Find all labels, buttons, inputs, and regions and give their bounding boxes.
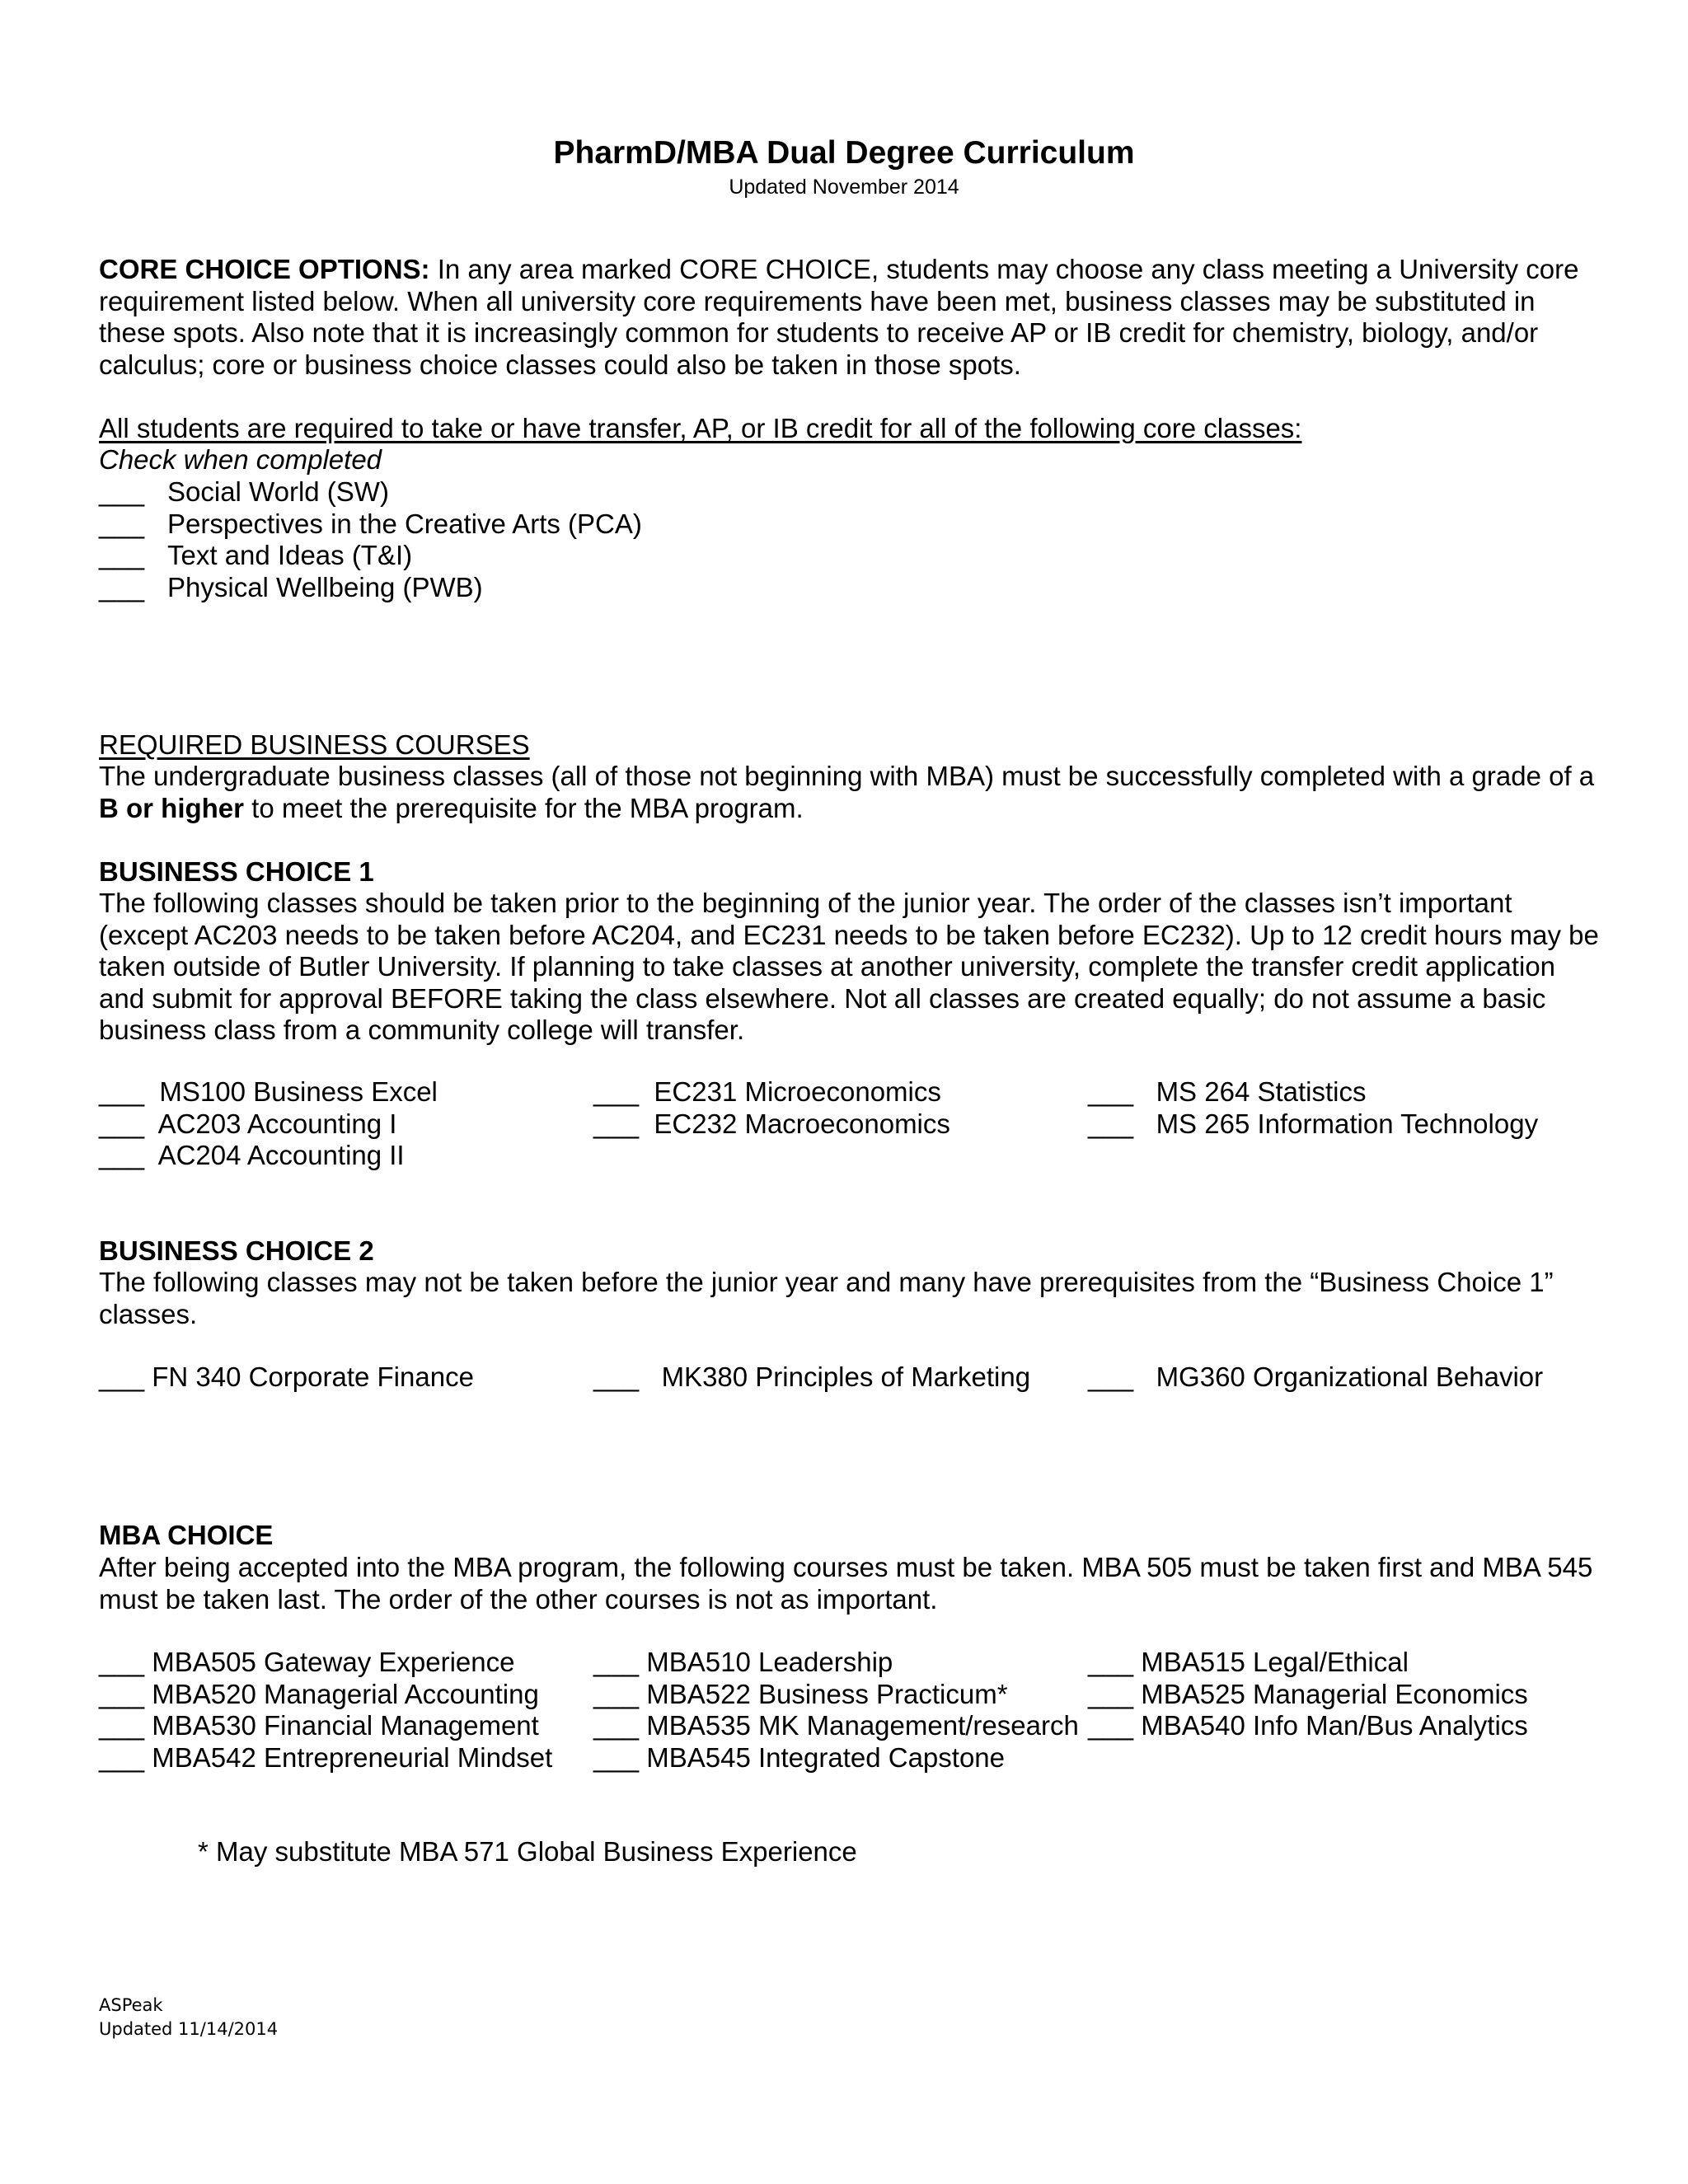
course-check-item[interactable]: ___ AC203 Accounting I: [99, 1108, 397, 1139]
business-choice-1-paragraph: The following classes should be taken prior to the beginning of the junior year. The order of the classes isn’t important (except AC203 needs to be taken before AC204, and EC231 needs to be taken before EC232). Up to 12 credit hours may be taken outside of Butler University. If planning to take classes at another university, complete the transfer credit application and submit for approval BEFORE taking the class elsewhere. Not all classes are created equally; do not assume a basic business class from a community college will transfer.: [99, 888, 1599, 1045]
course-check-item[interactable]: ___ MBA505 Gateway Experience: [99, 1647, 515, 1677]
mba-choice-heading: MBA CHOICE: [99, 1520, 274, 1550]
check-blank[interactable]: ___: [99, 571, 145, 602]
core-choice-paragraph: [99, 254, 1607, 381]
course-row: [99, 1361, 1607, 1394]
mba-choice-paragraph: After being accepted into the MBA program, the following courses must be taken. MBA 505 must be taken first and MBA 545 must be taken last. The order of the other courses is not as important.: [99, 1552, 1593, 1615]
course-check-item[interactable]: ___ MBA535 MK Management/research: [593, 1710, 1079, 1741]
course-check-item[interactable]: ___ MBA520 Managerial Accounting: [99, 1679, 539, 1709]
check-blank[interactable]: ___: [99, 476, 145, 507]
core-check-item: [99, 572, 642, 604]
core-checklist: [99, 476, 642, 603]
course-check-item[interactable]: ___ MBA540 Info Man/Bus Analytics: [1088, 1710, 1528, 1741]
core-check-item: [99, 476, 642, 509]
required-business-paragraph: [99, 761, 1607, 824]
course-check-item[interactable]: ___ MBA510 Leadership: [593, 1647, 893, 1677]
core-required-note: All students are required to take or have transfer, AP, or IB credit for all of the following core classes:: [99, 413, 1302, 443]
check-blank[interactable]: ___: [99, 540, 145, 570]
course-row: [99, 1647, 1607, 1679]
core-choice-text: In any area marked CORE CHOICE, students may choose any class meeting a University core requirement listed below. When all university core requirements have been met, business classes may be substituted in these spots. Also note that it is increasingly common for students to receive AP or IB credit for chemistry, biology, and/or calculus; core or business choice classes could also be taken in those spots.: [99, 254, 1579, 380]
page-title: PharmD/MBA Dual Degree Curriculum: [553, 135, 1135, 171]
course-check-item[interactable]: ___ MS 265 Information Technology: [1088, 1108, 1539, 1139]
footer-updated: Updated 11/14/2014: [99, 2019, 279, 2039]
core-item-label: Text and Ideas (T&I): [167, 540, 413, 570]
check-blank[interactable]: ___: [99, 508, 145, 539]
check-when-completed: Check when completed: [99, 444, 382, 475]
course-check-item[interactable]: ___ MBA515 Legal/Ethical: [1088, 1647, 1409, 1677]
business-choice-2-heading: BUSINESS CHOICE 2: [99, 1235, 374, 1266]
updated-date: Updated November 2014: [729, 176, 959, 199]
course-check-item[interactable]: ___ MBA545 Integrated Capstone: [593, 1742, 1006, 1773]
course-check-item[interactable]: ___ EC231 Microeconomics: [593, 1076, 941, 1107]
course-row: [99, 1108, 1607, 1141]
course-check-item[interactable]: ___ MBA530 Financial Management: [99, 1710, 539, 1741]
core-check-item: [99, 509, 642, 541]
course-row: [99, 1742, 1607, 1774]
course-check-item[interactable]: ___ MS100 Business Excel: [99, 1076, 438, 1107]
course-check-item[interactable]: ___ FN 340 Corporate Finance: [99, 1361, 474, 1392]
course-check-item[interactable]: ___ MS 264 Statistics: [1088, 1076, 1367, 1107]
required-business-heading: REQUIRED BUSINESS COURSES: [99, 729, 530, 760]
business-choice-1-heading: BUSINESS CHOICE 1: [99, 856, 374, 887]
course-check-item[interactable]: ___ MBA522 Business Practicum*: [593, 1679, 1008, 1709]
core-item-label: Perspectives in the Creative Arts (PCA): [167, 508, 642, 539]
required-business-text: The undergraduate business classes (all of those not beginning with MBA) must be successfully completed with a grade of a: [99, 761, 1595, 791]
core-choice-heading: CORE CHOICE OPTIONS:: [99, 254, 430, 284]
course-check-item[interactable]: ___ MK380 Principles of Marketing: [593, 1361, 1031, 1392]
required-grade: B or higher: [99, 792, 245, 823]
course-row: [99, 1140, 1607, 1172]
course-check-item[interactable]: ___ MG360 Organizational Behavior: [1088, 1361, 1544, 1392]
course-check-item[interactable]: ___ EC232 Macroeconomics: [593, 1108, 950, 1139]
footer-author: ASPeak: [99, 1995, 163, 2015]
course-row: [99, 1679, 1607, 1711]
business-choice-2-paragraph: The following classes may not be taken before the junior year and many have prerequisites from the “Business Choice 1” classes.: [99, 1267, 1554, 1329]
course-row: [99, 1076, 1607, 1108]
core-item-label: Social World (SW): [167, 476, 389, 507]
course-row: [99, 1710, 1607, 1742]
core-check-item: [99, 540, 642, 572]
course-check-item[interactable]: ___ AC204 Accounting II: [99, 1140, 405, 1170]
course-check-item[interactable]: ___ MBA525 Managerial Economics: [1088, 1679, 1528, 1709]
course-check-item[interactable]: ___ MBA542 Entrepreneurial Mindset: [99, 1742, 553, 1773]
core-item-label: Physical Wellbeing (PWB): [167, 571, 483, 602]
required-business-text-end: to meet the prerequisite for the MBA program.: [244, 792, 804, 823]
mba-footnote: * May substitute MBA 571 Global Business Experience: [198, 1836, 857, 1867]
